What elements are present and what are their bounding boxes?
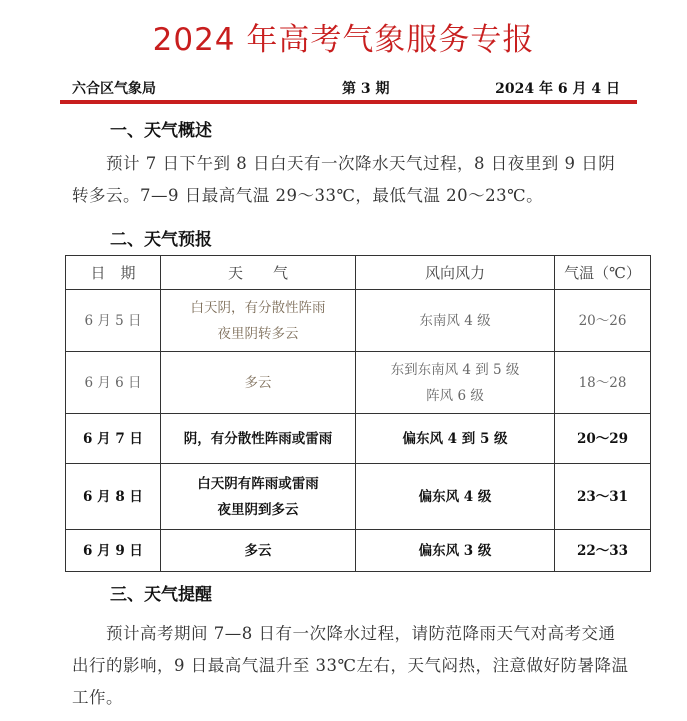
header-date: 日 期 — [66, 256, 161, 290]
row-temp: 23～31 — [555, 464, 651, 530]
weather-line: 夜里阴转多云 — [217, 325, 299, 342]
issue-date: 2024 年 6 月 4 日 — [495, 81, 620, 97]
row-date: 6 月 9 日 — [66, 530, 161, 572]
row-temp: 20～29 — [555, 414, 651, 464]
forecast-table — [65, 255, 651, 572]
row-wind — [356, 352, 555, 414]
row-weather — [161, 352, 356, 414]
table-row — [66, 464, 651, 530]
wind-line: 东到东南风 4 到 5 级 — [390, 361, 520, 378]
row-temp: 20～26 — [555, 290, 651, 352]
row-temp: 22～33 — [555, 530, 651, 572]
issue-number: 第 3 期 — [342, 81, 390, 97]
header-divider — [60, 100, 637, 104]
overview-heading: 一、天气概述 — [110, 121, 212, 141]
header-temp: 气温（℃） — [555, 256, 651, 290]
table-row — [66, 352, 651, 414]
row-weather — [161, 414, 356, 464]
wind-line: 偏东风 4 级 — [418, 488, 492, 505]
table-row — [66, 290, 651, 352]
header-weather: 天 气 — [161, 256, 356, 290]
table-row — [66, 530, 651, 572]
row-date: 6 月 7 日 — [66, 414, 161, 464]
overview-text: 预计 7 日下午到 8 日白天有一次降水天气过程，8 日夜里到 9 日阴转多云。7—9 日最高气温 29～33℃，最低气温 20～23℃。 — [72, 154, 616, 205]
row-date: 6 月 8 日 — [66, 464, 161, 530]
agency-name: 六合区气象局 — [72, 81, 156, 97]
report-meta — [72, 78, 620, 100]
row-weather — [161, 464, 356, 530]
tips-heading: 三、天气提醒 — [110, 585, 212, 605]
weather-line: 白天阴，有分散性阵雨 — [190, 299, 326, 316]
wind-line: 阵风 6 级 — [426, 387, 484, 404]
wind-line: 偏东风 3 级 — [418, 542, 492, 559]
table-header-row — [66, 256, 651, 290]
row-weather — [161, 530, 356, 572]
row-date: 6 月 6 日 — [66, 352, 161, 414]
row-date: 6 月 5 日 — [66, 290, 161, 352]
wind-line: 偏东风 4 到 5 级 — [402, 430, 508, 447]
weather-line: 阴，有分散性阵雨或雷雨 — [183, 430, 333, 447]
weather-line: 白天阴有阵雨或雷雨 — [197, 475, 319, 492]
table-row — [66, 414, 651, 464]
weather-line: 多云 — [244, 542, 272, 559]
forecast-heading: 二、天气预报 — [110, 230, 212, 250]
weather-line: 夜里阴到多云 — [217, 501, 299, 518]
row-wind — [356, 414, 555, 464]
row-temp: 18～28 — [555, 352, 651, 414]
weather-line: 多云 — [244, 374, 272, 391]
row-wind — [356, 464, 555, 530]
report-title: 2024 年高考气象服务专报 — [152, 22, 535, 58]
header-wind: 风向风力 — [356, 256, 555, 290]
row-wind — [356, 290, 555, 352]
row-weather — [161, 290, 356, 352]
wind-line: 东南风 4 级 — [419, 312, 491, 329]
tips-text: 预计高考期间 7—8 日有一次降水过程，请防范降雨天气对高考交通出行的影响，9 日最高气温升至 33℃左右，天气闷热，注意做好防暑降温工作。 — [72, 624, 629, 707]
row-wind — [356, 530, 555, 572]
